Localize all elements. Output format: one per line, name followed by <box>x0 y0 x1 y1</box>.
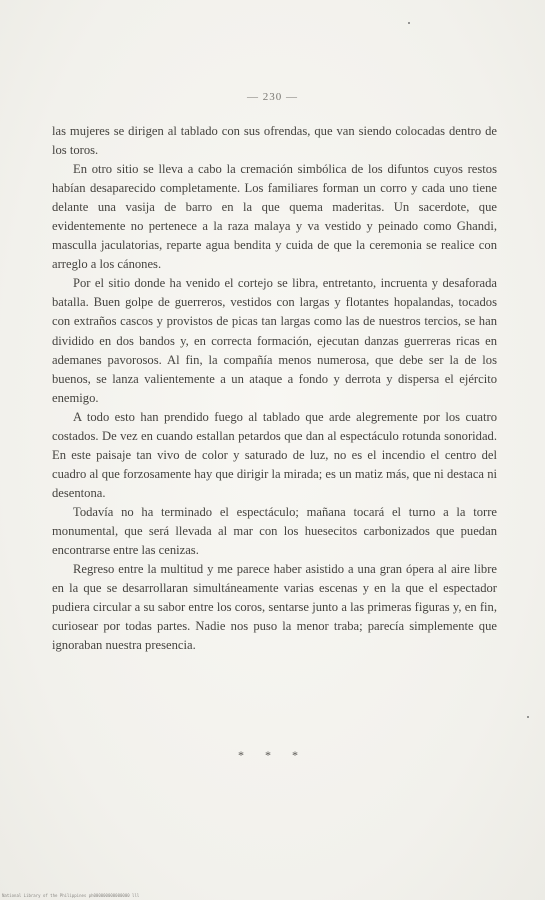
page-number: — 230 — <box>247 91 298 103</box>
body-text <box>52 122 497 655</box>
section-separator: * * * <box>238 748 307 762</box>
paragraph-5: Todavía no ha terminado el espectáculo; mañana tocará el turno a la torre monumental, que será llevada al mar con los huesecitos carbonizados que puedan encontrarse entre las cenizas. <box>52 504 497 558</box>
paragraph-3: Por el sitio donde ha venido el cortejo se libra, entretanto, incruenta y desaforada batalla. Buen golpe de guerreros, vestidos con largas y flotantes hopalandas, tocados con extraños cascos y provistos de picas tan largas como las de nuestros tercios, se han dividido en dos bandos y, en correcta formación, ejecutan danzas guerreras ricas en ademanes pavorosos. Al fin, la compañía menos numerosa, que debe ser la de los buenos, se lanza valientemente a un ataque a fondo y derrota y dispersa el ejército enemigo. <box>52 276 497 405</box>
scan-speck <box>527 716 529 718</box>
paragraph-6: Regreso entre la multitud y me parece haber asistido a una gran ópera al aire libre en la que se desarrollaran simultáneamente varias escenas y en la que el espectador pudiera circular a su sabor entre los coros, sentarse junto a las primeras figuras y, en fin, curiosear por todas partes. Nadie nos puso la menor traba; parecía simplemente que ignoraban nuestra presencia. <box>52 562 497 653</box>
paragraph-1: las mujeres se dirigen al tablado con sus ofrendas, que van siendo colocadas dentro de los toros. <box>52 124 497 158</box>
paragraph-2: En otro sitio se lleva a cabo la cremación simbólica de los difuntos cuyos restos habían desaparecido completamente. Los familiares forman un corro y cada uno tiene delante una vasija de barro en la que quema maderitas. Un sacerdote, que evidentemente no pertenece a la raza malaya y va vestido y peinado como Ghandi, masculla jaculatorias, reparte agua bendita y cuida de que la ceremonia se realice con arreglo a los cánones. <box>52 162 497 272</box>
scan-speck <box>408 22 410 24</box>
scan-footer: National Library of the Philippines ph000000000000000 lll <box>2 893 140 898</box>
paragraph-4: A todo esto han prendido fuego al tablado que arde alegremente por los cuatro costados. De vez en cuando estallan petardos que dan al espectáculo rotunda sonoridad. En este paisaje tan vivo de color y saturado de luz, no es el incendio el centro del cuadro al que forzosamente hay que dirigir la mirada; es un matiz más, que ni destaca ni desentona. <box>52 409 497 500</box>
